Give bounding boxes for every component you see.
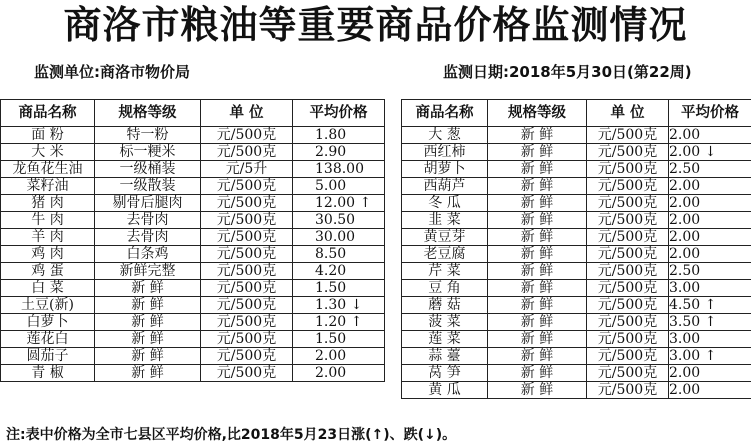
- header-unit: 单 位: [587, 100, 669, 127]
- price-cell: 2.00: [669, 127, 751, 144]
- commodity-name-cell: 牛 肉: [1, 212, 95, 229]
- unit-cell: 元/500克: [587, 144, 669, 161]
- commodity-name-cell: 鸡 肉: [1, 246, 95, 263]
- commodity-name-cell: 羊 肉: [1, 229, 95, 246]
- unit-cell: 元/500克: [201, 127, 293, 144]
- table-row: [402, 212, 751, 229]
- table-row: [402, 229, 751, 246]
- table-row: [1, 144, 385, 161]
- price-cell: 2.00: [669, 195, 751, 212]
- unit-cell: 元/500克: [587, 280, 669, 297]
- unit-cell: 元/500克: [201, 365, 293, 382]
- price-cell: 4.50 ↑: [669, 297, 751, 314]
- monitor-date: 监测日期:2018年5月30日(第22周): [443, 63, 692, 81]
- table-row: [402, 314, 751, 331]
- price-cell: 2.00: [669, 246, 751, 263]
- price-cell: 2.00: [293, 365, 385, 382]
- price-cell: 30.00: [293, 229, 385, 246]
- table-row: [1, 263, 385, 280]
- unit-cell: 元/500克: [587, 178, 669, 195]
- spec-cell: 新 鲜: [488, 348, 587, 365]
- price-cell: 1.50: [293, 331, 385, 348]
- commodity-name-cell: 白 菜: [1, 280, 95, 297]
- commodity-name-cell: 圆茄子: [1, 348, 95, 365]
- price-cell: 8.50: [293, 246, 385, 263]
- commodity-name-cell: 胡萝卜: [402, 161, 488, 178]
- table-row: [1, 314, 385, 331]
- right-price-table: [401, 99, 751, 399]
- commodity-name-cell: 白萝卜: [1, 314, 95, 331]
- table-row: [402, 297, 751, 314]
- spec-cell: 新 鲜: [95, 348, 201, 365]
- table-row: [402, 195, 751, 212]
- spec-cell: 新 鲜: [488, 365, 587, 382]
- commodity-name-cell: 莴 笋: [402, 365, 488, 382]
- header-price: 平均价格: [669, 100, 751, 127]
- spec-cell: 新鲜完整: [95, 263, 201, 280]
- spec-cell: 新 鲜: [488, 297, 587, 314]
- unit-cell: 元/500克: [587, 229, 669, 246]
- spec-cell: 白条鸡: [95, 246, 201, 263]
- table-row: [402, 280, 751, 297]
- unit-cell: 元/500克: [587, 331, 669, 348]
- commodity-name-cell: 黄豆芽: [402, 229, 488, 246]
- commodity-name-cell: 西葫芦: [402, 178, 488, 195]
- table-row: [402, 348, 751, 365]
- unit-cell: 元/500克: [201, 178, 293, 195]
- spec-cell: 特一粉: [95, 127, 201, 144]
- spec-cell: 新 鲜: [488, 229, 587, 246]
- footnote: 注:表中价格为全市七县区平均价格,比2018年5月23日涨(↑)、跌(↓)。: [6, 427, 457, 443]
- table-row: [1, 348, 385, 365]
- table-row: [402, 161, 751, 178]
- spec-cell: 新 鲜: [488, 280, 587, 297]
- unit-cell: 元/500克: [201, 229, 293, 246]
- commodity-name-cell: 大 米: [1, 144, 95, 161]
- commodity-name-cell: 莲花白: [1, 331, 95, 348]
- unit-cell: 元/500克: [201, 263, 293, 280]
- price-cell: 2.50: [669, 263, 751, 280]
- spec-cell: 新 鲜: [95, 365, 201, 382]
- commodity-name-cell: 西红柿: [402, 144, 488, 161]
- unit-cell: 元/500克: [587, 348, 669, 365]
- header-spec: 规格等级: [95, 100, 201, 127]
- commodity-name-cell: 蒜 薹: [402, 348, 488, 365]
- unit-cell: 元/5升: [201, 161, 293, 178]
- price-cell: 2.00: [293, 348, 385, 365]
- spec-cell: 新 鲜: [95, 280, 201, 297]
- spec-cell: 去骨肉: [95, 212, 201, 229]
- commodity-name-cell: 黄 瓜: [402, 382, 488, 399]
- monitor-unit: 监测单位:商洛市物价局: [34, 63, 190, 81]
- spec-cell: 新 鲜: [95, 297, 201, 314]
- commodity-name-cell: 豆 角: [402, 280, 488, 297]
- commodity-name-cell: 老豆腐: [402, 246, 488, 263]
- spec-cell: 新 鲜: [488, 144, 587, 161]
- price-cell: 12.00 ↑: [293, 195, 385, 212]
- commodity-name-cell: 面 粉: [1, 127, 95, 144]
- unit-cell: 元/500克: [201, 280, 293, 297]
- table-row: [402, 144, 751, 161]
- spec-cell: 标一粳米: [95, 144, 201, 161]
- header-spec: 规格等级: [488, 100, 587, 127]
- header-price: 平均价格: [293, 100, 385, 127]
- unit-cell: 元/500克: [587, 365, 669, 382]
- spec-cell: 新 鲜: [488, 263, 587, 280]
- price-cell: 3.00 ↑: [669, 348, 751, 365]
- table-row: [402, 382, 751, 399]
- table-header-row: [402, 100, 751, 127]
- spec-cell: 一级桶装: [95, 161, 201, 178]
- price-cell: 2.50: [669, 161, 751, 178]
- unit-cell: 元/500克: [201, 195, 293, 212]
- table-row: [1, 246, 385, 263]
- header-name: 商品名称: [1, 100, 95, 127]
- table-row: [1, 178, 385, 195]
- spec-cell: 新 鲜: [95, 331, 201, 348]
- table-row: [1, 331, 385, 348]
- spec-cell: 一级散装: [95, 178, 201, 195]
- unit-cell: 元/500克: [201, 348, 293, 365]
- price-cell: 2.00: [669, 212, 751, 229]
- price-cell: 4.20: [293, 263, 385, 280]
- commodity-name-cell: 龙鱼花生油: [1, 161, 95, 178]
- price-cell: 5.00: [293, 178, 385, 195]
- commodity-name-cell: 鸡 蛋: [1, 263, 95, 280]
- unit-cell: 元/500克: [587, 314, 669, 331]
- commodity-name-cell: 蘑 菇: [402, 297, 488, 314]
- header-unit: 单 位: [201, 100, 293, 127]
- commodity-name-cell: 冬 瓜: [402, 195, 488, 212]
- unit-cell: 元/500克: [587, 212, 669, 229]
- unit-cell: 元/500克: [201, 144, 293, 161]
- unit-cell: 元/500克: [587, 195, 669, 212]
- spec-cell: 新 鲜: [488, 195, 587, 212]
- price-cell: 138.00: [293, 161, 385, 178]
- price-cell: 3.00: [669, 331, 751, 348]
- spec-cell: 剔骨后腿肉: [95, 195, 201, 212]
- spec-cell: 新 鲜: [488, 161, 587, 178]
- unit-cell: 元/500克: [201, 314, 293, 331]
- table-row: [1, 297, 385, 314]
- spec-cell: 新 鲜: [488, 331, 587, 348]
- unit-cell: 元/500克: [587, 382, 669, 399]
- commodity-name-cell: 青 椒: [1, 365, 95, 382]
- commodity-name-cell: 菠 菜: [402, 314, 488, 331]
- spec-cell: 新 鲜: [488, 178, 587, 195]
- spec-cell: 新 鲜: [488, 212, 587, 229]
- price-cell: 1.20 ↑: [293, 314, 385, 331]
- table-row: [402, 127, 751, 144]
- price-cell: 1.80: [293, 127, 385, 144]
- table-row: [402, 263, 751, 280]
- unit-cell: 元/500克: [587, 246, 669, 263]
- unit-cell: 元/500克: [587, 263, 669, 280]
- price-cell: 30.50: [293, 212, 385, 229]
- table-row: [402, 246, 751, 263]
- table-row: [402, 178, 751, 195]
- table-row: [402, 331, 751, 348]
- price-cell: 2.90: [293, 144, 385, 161]
- price-cell: 3.50 ↑: [669, 314, 751, 331]
- price-cell: 2.00 ↓: [669, 144, 751, 161]
- price-cell: 2.00: [669, 365, 751, 382]
- commodity-name-cell: 大 葱: [402, 127, 488, 144]
- price-cell: 1.30 ↓: [293, 297, 385, 314]
- table-row: [1, 161, 385, 178]
- commodity-name-cell: 莲 菜: [402, 331, 488, 348]
- commodity-name-cell: 猪 肉: [1, 195, 95, 212]
- page-title: 商洛市粮油等重要商品价格监测情况: [63, 3, 688, 47]
- table-row: [402, 365, 751, 382]
- commodity-name-cell: 菜籽油: [1, 178, 95, 195]
- spec-cell: 新 鲜: [488, 314, 587, 331]
- table-row: [1, 365, 385, 382]
- unit-cell: 元/500克: [201, 297, 293, 314]
- spec-cell: 新 鲜: [95, 314, 201, 331]
- unit-cell: 元/500克: [201, 212, 293, 229]
- header-name: 商品名称: [402, 100, 488, 127]
- table-row: [1, 212, 385, 229]
- unit-cell: 元/500克: [201, 331, 293, 348]
- left-price-table: [0, 99, 385, 382]
- table-row: [1, 195, 385, 212]
- spec-cell: 新 鲜: [488, 127, 587, 144]
- table-header-row: [1, 100, 385, 127]
- unit-cell: 元/500克: [201, 246, 293, 263]
- table-row: [1, 280, 385, 297]
- table-row: [1, 229, 385, 246]
- price-cell: 2.00: [669, 178, 751, 195]
- spec-cell: 去骨肉: [95, 229, 201, 246]
- price-cell: 2.00: [669, 382, 751, 399]
- price-cell: 3.00: [669, 280, 751, 297]
- price-cell: 2.00: [669, 229, 751, 246]
- spec-cell: 新 鲜: [488, 246, 587, 263]
- commodity-name-cell: 韭 菜: [402, 212, 488, 229]
- table-row: [1, 127, 385, 144]
- unit-cell: 元/500克: [587, 161, 669, 178]
- price-cell: 1.50: [293, 280, 385, 297]
- spec-cell: 新 鲜: [488, 382, 587, 399]
- commodity-name-cell: 土豆(新): [1, 297, 95, 314]
- unit-cell: 元/500克: [587, 127, 669, 144]
- unit-cell: 元/500克: [587, 297, 669, 314]
- commodity-name-cell: 芹 菜: [402, 263, 488, 280]
